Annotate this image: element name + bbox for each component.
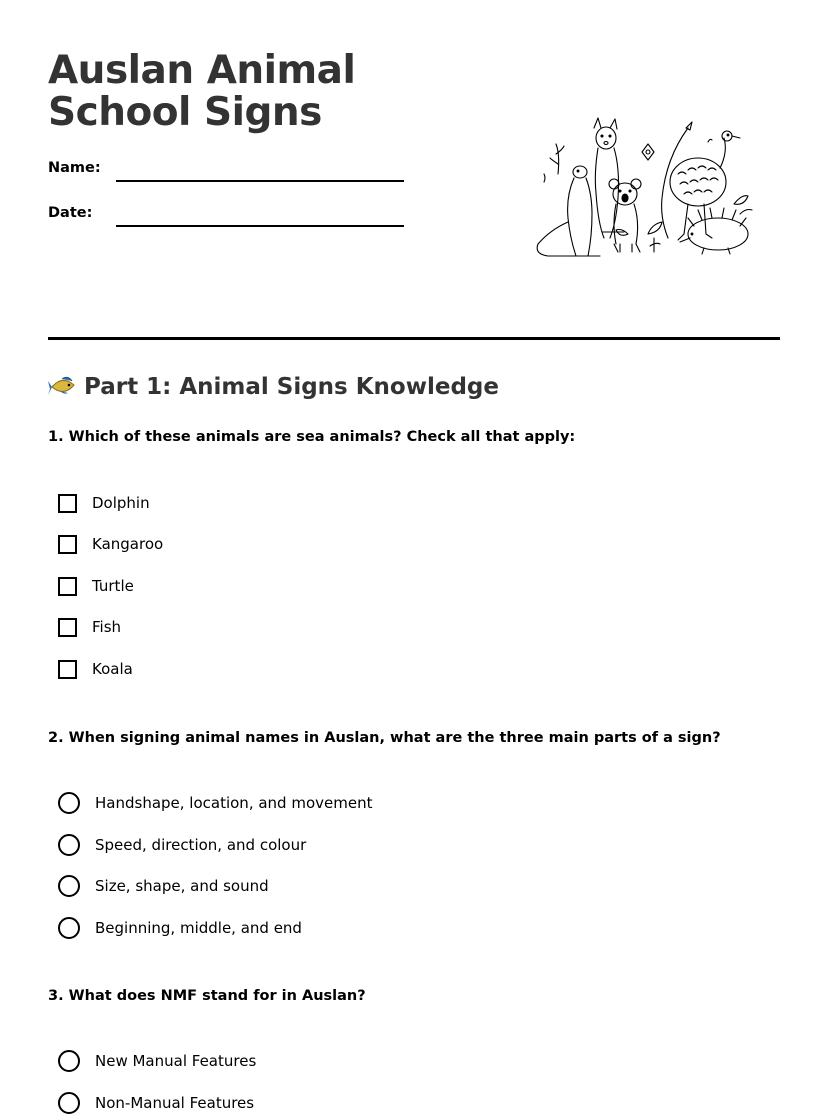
option-label: Kangaroo — [92, 535, 164, 553]
q1-option-dolphin[interactable] — [58, 491, 150, 515]
option-label: New Manual Features — [95, 1052, 257, 1070]
australian-animals-illustration — [528, 114, 753, 264]
name-label: Name: — [48, 160, 101, 176]
q1-option-koala[interactable] — [58, 657, 133, 681]
q3-option-2[interactable] — [58, 1091, 254, 1115]
q2-option-3[interactable] — [58, 874, 269, 898]
checkbox[interactable] — [58, 618, 77, 637]
radio-button[interactable] — [58, 917, 80, 939]
q2-option-2[interactable] — [58, 833, 306, 857]
date-field[interactable] — [116, 225, 404, 227]
fish-icon — [48, 373, 78, 401]
radio-button[interactable] — [58, 792, 80, 814]
option-label: Turtle — [92, 577, 134, 595]
option-label: Koala — [92, 660, 133, 678]
section-title-part1 — [48, 373, 499, 401]
radio-button[interactable] — [58, 1092, 80, 1114]
page-title: Auslan Animal School Signs — [48, 48, 356, 135]
q1-option-fish[interactable] — [58, 615, 121, 639]
q1-option-kangaroo[interactable] — [58, 532, 163, 556]
checkbox[interactable] — [58, 535, 77, 554]
q2-option-1[interactable] — [58, 791, 372, 815]
section-title-text: Part 1: Animal Signs Knowledge — [84, 374, 499, 400]
option-label: Non-Manual Features — [95, 1094, 255, 1112]
option-label: Speed, direction, and colour — [95, 836, 307, 854]
q1-option-turtle[interactable] — [58, 574, 134, 598]
section-divider — [48, 337, 780, 340]
radio-button[interactable] — [58, 875, 80, 897]
option-label: Fish — [92, 618, 122, 636]
checkbox[interactable] — [58, 577, 77, 596]
option-label: Size, shape, and sound — [95, 877, 269, 895]
q2-option-4[interactable] — [58, 916, 302, 940]
option-label: Beginning, middle, and end — [95, 919, 302, 937]
question-3: 3. What does NMF stand for in Auslan? — [48, 988, 366, 1004]
question-1: 1. Which of these animals are sea animals? Check all that apply: — [48, 429, 576, 445]
checkbox[interactable] — [58, 660, 77, 679]
option-label: Handshape, location, and movement — [95, 794, 373, 812]
checkbox[interactable] — [58, 494, 77, 513]
name-field[interactable] — [116, 180, 404, 182]
radio-button[interactable] — [58, 1050, 80, 1072]
date-label: Date: — [48, 205, 93, 221]
question-2: 2. When signing animal names in Auslan, what are the three main parts of a sign? — [48, 730, 721, 746]
q3-option-1[interactable] — [58, 1049, 256, 1073]
option-label: Dolphin — [92, 494, 150, 512]
radio-button[interactable] — [58, 834, 80, 856]
